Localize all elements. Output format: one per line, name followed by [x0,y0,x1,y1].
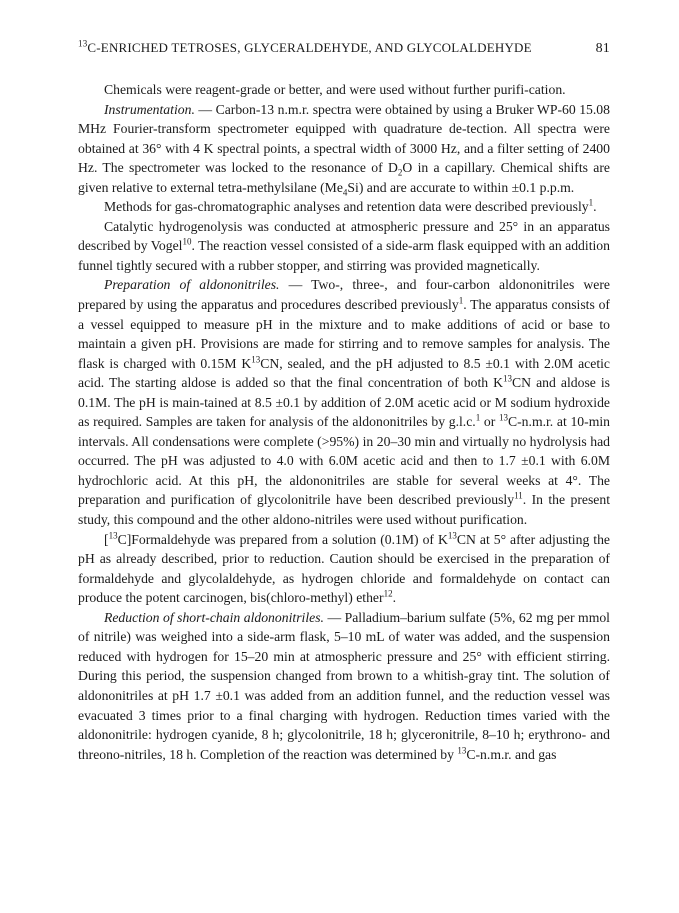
text-run: — Palladium–barium sulfate (5%, 62 mg per mmol of nitrile) was weighed into a side-arm flask, 5–10 mL of water was added, and the suspension reduced with hydrogen for 15–20 min at atmospheric pressure and 25° with efficient stirring. During this period, the suspension changed from brown to a whitish-gray tint. The solution of aldononitriles at pH 1.7 ±0.1 was added from an addition funnel, and the reduction vessel was evacuated 3 times prior to a final charging with hydrogen. Reduction times varied with the aldononitrile: hydrogen cyanide, 8 h; glycolonitrile, 18 h; glyceronitrile, 8–10 h; erythrono- and threono-nitriles, 18 h. Completion of the reaction was determined by [78,609,610,762]
paragraph [78,80,610,100]
text-run: — Two-, three-, and four-carbon aldononitriles were prepared by using the apparatus and procedures described previously [78,277,611,313]
section-heading: Reduction of short-chain aldononitriles. [104,609,324,625]
superscript: 13 [457,745,467,756]
superscript: 10 [182,236,192,247]
text-run: [ [104,531,109,547]
subscript: 2 [397,167,403,178]
paragraph [78,530,610,608]
text-run: . The reaction vessel consisted of a side-arm flask equipped with an addition funnel tightly secured with a rubber stopper, and stirring was provided magnetically. [78,238,610,273]
superscript: 13 [251,354,261,365]
text-run: O in a capillary. Chemical shifts are given relative to external tetra-methylsilane (Me [78,160,610,195]
running-header [78,40,610,57]
superscript: 13 [498,412,508,423]
superscript: 1 [588,197,594,208]
text-run: Si) and are accurate to within ±0.1 p.p.m. [347,179,575,195]
text-run: Catalytic hydrogenolysis was conducted at atmospheric pressure and 25° in an apparatus described by Vogel [78,218,610,254]
paragraph [78,608,610,764]
text-run: Chemicals were reagent-grade or better, and were used without further purifi-cation. [104,82,566,97]
text-run: — Carbon-13 n.m.r. spectra were obtained by using a Bruker WP-60 15.08 MHz Fourier-transform spectrometer equipped with quadrature de-tection. All spectra were obtained at 36° with 4 K spectral points, a spectral width of 3000 Hz, and a filter setting of 2400 Hz. The spectrometer was locked to the resonance of D [78,101,610,176]
section-heading: Preparation of aldononitriles. [104,277,280,293]
superscript: 13 [447,530,457,541]
text-run: C]Formaldehyde was prepared from a solution (0.1M) of K [117,531,448,547]
text-run: or [480,414,499,430]
text-run: Methods for gas-chromatographic analyses and retention data were described previously [104,199,589,215]
superscript: 1 [458,295,464,306]
text-run: CN, sealed, and the pH adjusted to 8.5 ±0.1 with 2.0M acetic acid. The starting aldose is added so that the final concentration of both K [78,355,610,391]
superscript: 13 [503,373,513,384]
superscript: 1 [475,412,481,423]
page-number: 81 [595,41,610,56]
section-heading: Instrumentation. [104,101,195,117]
subscript: 4 [342,187,348,198]
superscript: 13 [108,530,118,541]
paragraph [78,217,610,276]
paragraph [78,100,610,198]
text-run: C-n.m.r. and gas [466,746,557,762]
text-run: . [392,590,396,606]
superscript: 11 [514,490,523,501]
text-run: . [593,199,597,215]
running-title-superscript: 13 [78,38,88,49]
running-title-text: C-ENRICHED TETROSES, GLYCERALDEHYDE, AND GLYCOLALDEHYDE [87,40,532,55]
superscript: 12 [383,588,393,599]
text-run: . In the present study, this compound and the other aldono-nitriles were used without purification. [78,492,610,528]
text-run: . The apparatus consists of a vessel equipped to measure pH in the mixture and to make additions of acid or base to maintain a given pH. Provisions are made for stirring and to remove samples for analysis. The flask is charged with 0.15M K [78,297,610,371]
body-text [78,80,610,764]
text-run: CN at 5° after adjusting the pH as already described, prior to reduction. Caution should be exercised in the preparation of formaldehyde and glycolaldehyde, as hydrogen chloride and formaldehyde on contact can produce the potent carcinogen, bis(chloro-methyl) ether [78,531,611,606]
text-run: CN and aldose is 0.1M. The pH is main-tained at 8.5 ±0.1 by addition of 2.0M acetic acid or M sodium hydroxide as required. Samples are taken for analysis of the aldononitriles by g.l.c. [78,375,610,430]
paragraph [78,197,610,217]
text-run: C-n.m.r. at 10-min intervals. All condensations were complete (>95%) in 20–30 min and virtually no hydrolysis had occurred. The pH was adjusted to 4.0 with 6.0M acetic acid and then to 1.7 ±0.1 with 6.0M hydrochloric acid. At this pH, the aldononitriles are stable for several weeks at 4°. The preparation and purification of glycolonitrile have been described previously [78,414,610,508]
running-title [78,40,532,56]
paragraph [78,275,610,529]
